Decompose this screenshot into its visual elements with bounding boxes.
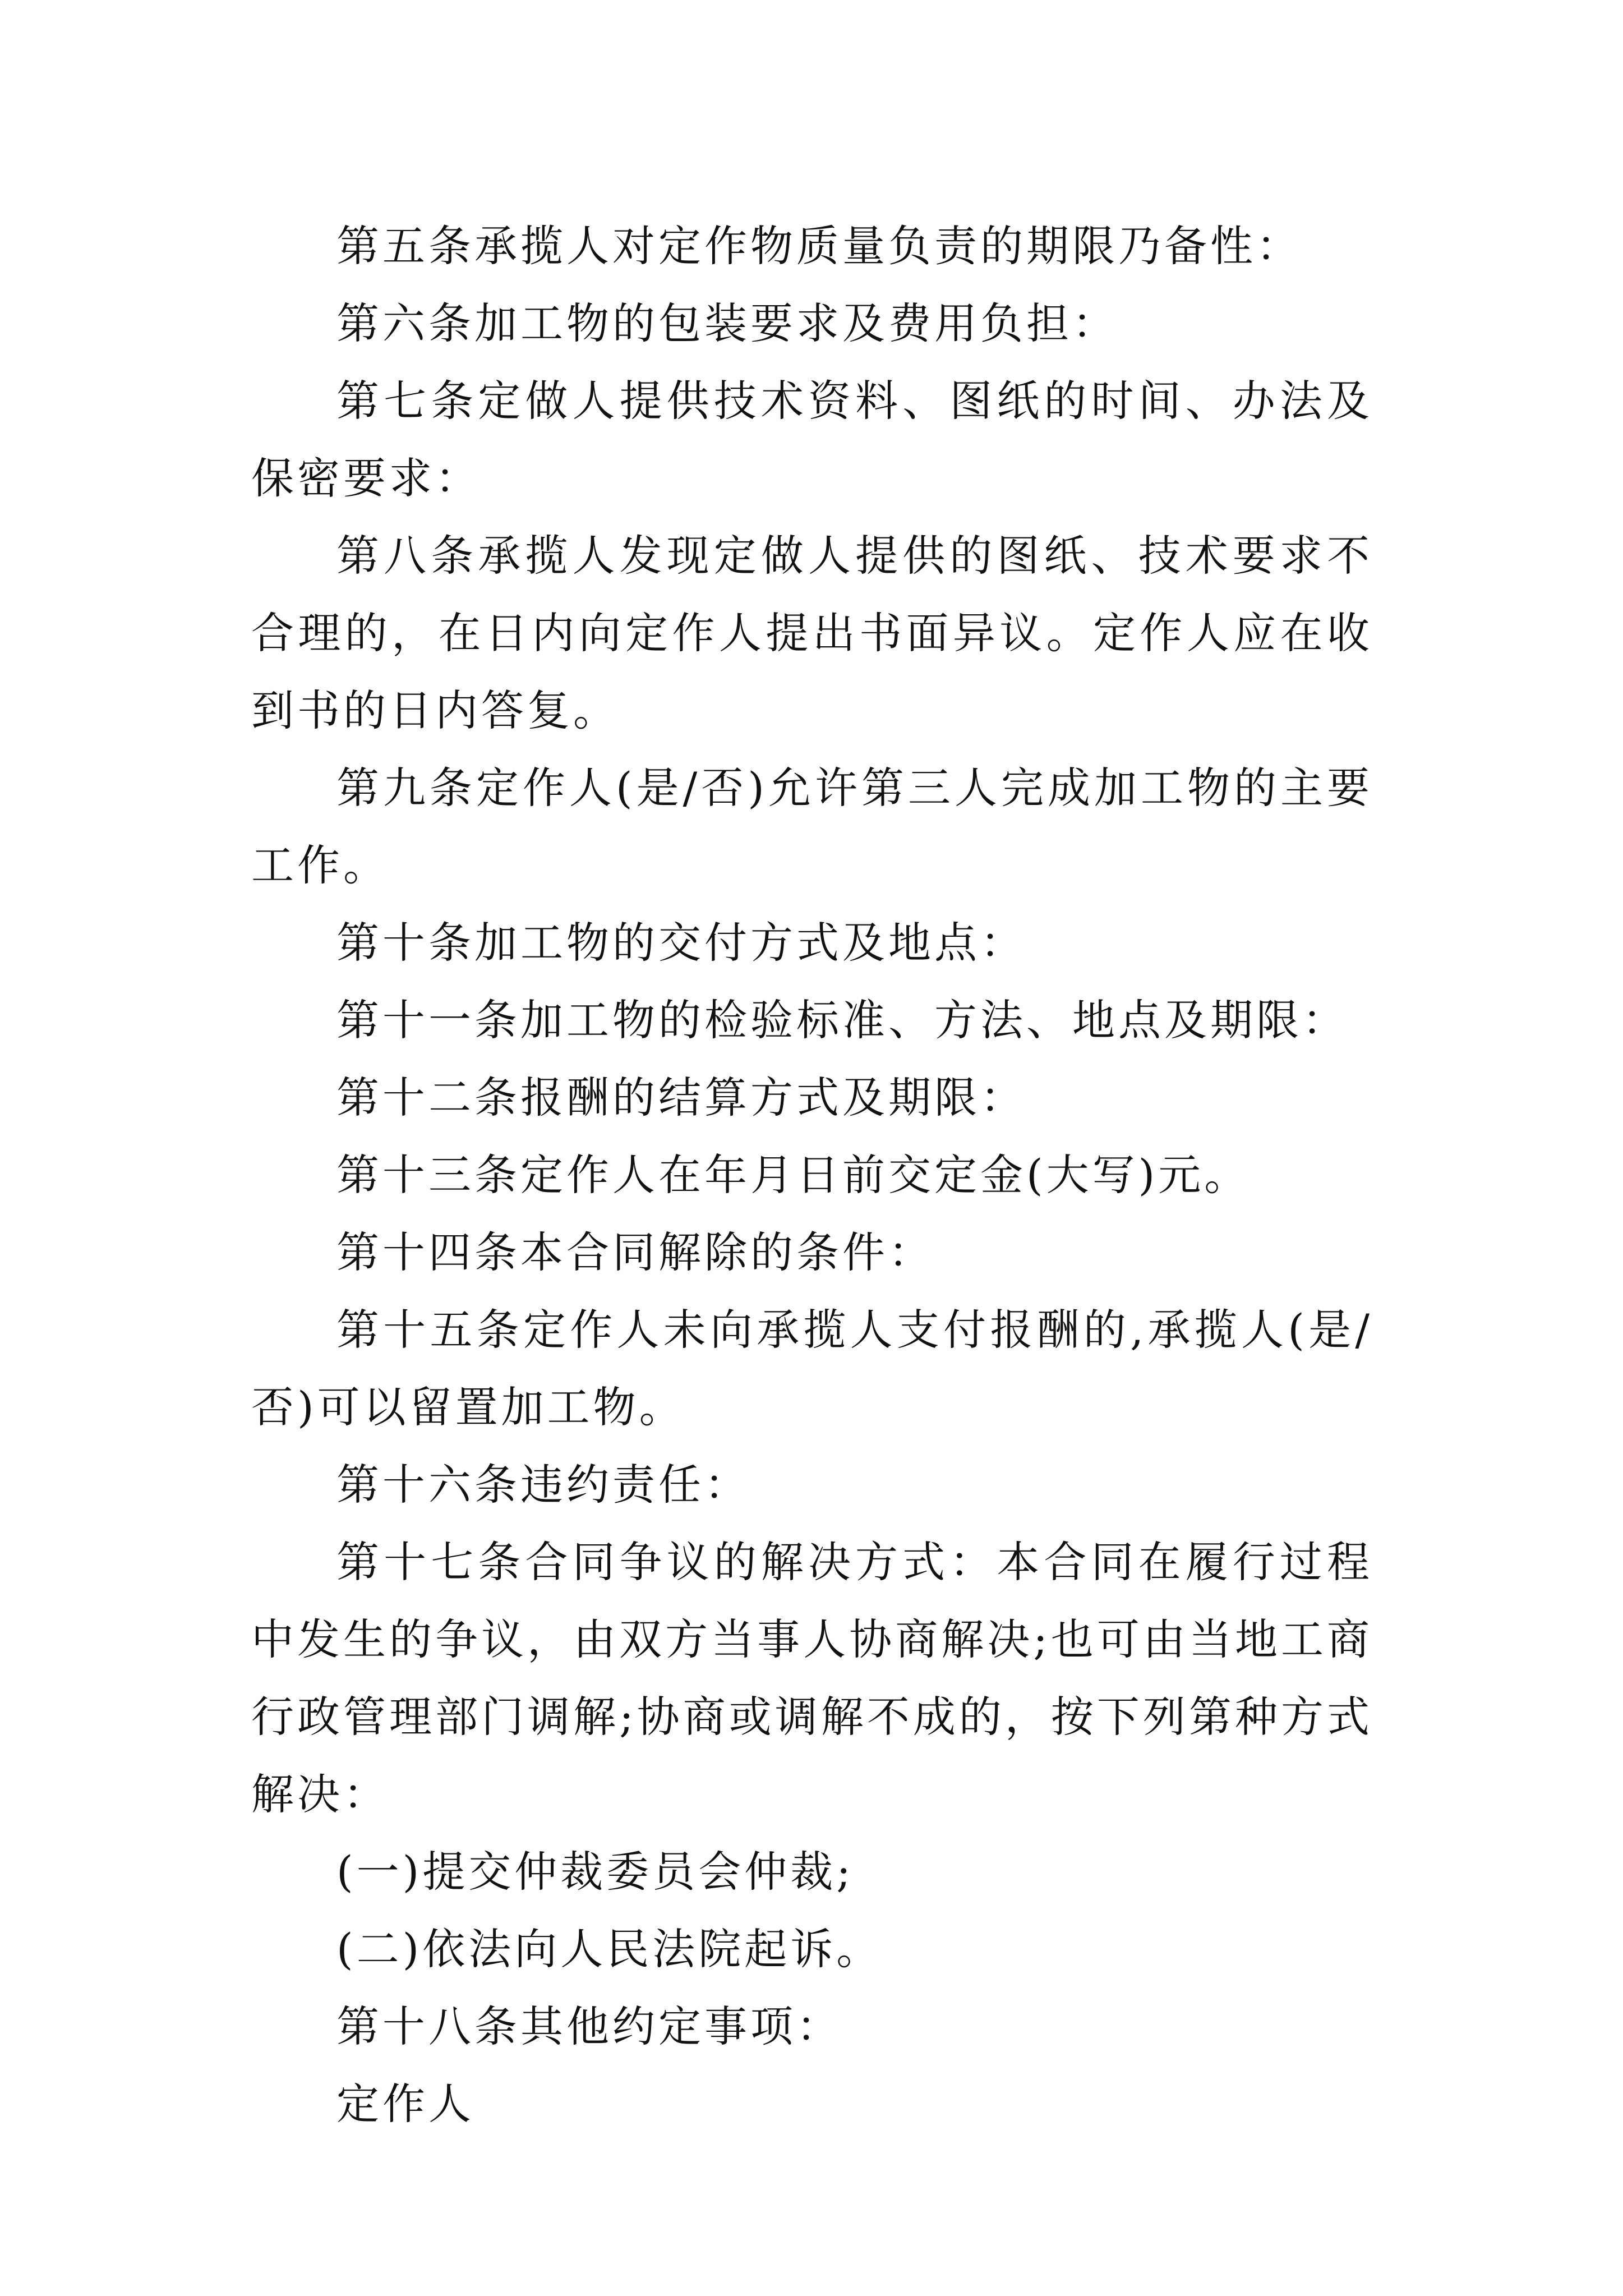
clause-11: 第十一条加工物的检验标准、方法、地点及期限： [336, 995, 1348, 1045]
signature-party-label: 定作人 [336, 2079, 474, 2129]
clause-6: 第六条加工物的包装要求及费用负担： [336, 298, 1118, 348]
clause-15: 第十五条定作人未向承揽人支付报酬的,承揽人(是/否)可以留置加工物。 [251, 1305, 1373, 1432]
document-body [251, 208, 1373, 2143]
clause-14: 第十四条本合同解除的条件： [336, 1227, 934, 1277]
clause-16: 第十六条违约责任： [336, 1460, 750, 1510]
clause-8: 第八条承揽人发现定做人提供的图纸、技术要求不合理的，在日内向定作人提出书面异议。定作人应在收到书的日内答复。 [251, 531, 1373, 735]
clause-5: 第五条承揽人对定作物质量负责的期限乃备性： [336, 221, 1302, 271]
clause-10: 第十条加工物的交付方式及地点： [336, 918, 1026, 968]
clause-13: 第十三条定作人在年月日前交定金(大写)元。 [336, 1150, 1251, 1200]
clause-7: 第七条定做人提供技术资料、图纸的时间、办法及保密要求： [251, 376, 1373, 503]
dispute-option-2: (二)依法向人民法院起诉。 [336, 1924, 883, 1974]
clause-12: 第十二条报酬的结算方式及期限： [336, 1073, 1026, 1122]
clause-18: 第十八条其他约定事项： [336, 2001, 842, 2051]
dispute-option-1: (一)提交仲裁委员会仲裁; [336, 1847, 854, 1897]
clause-9: 第九条定作人(是/否)允许第三人完成加工物的主要工作。 [251, 763, 1373, 890]
clause-17: 第十七条合同争议的解决方式：本合同在履行过程中发生的争议，由双方当事人协商解决;也可由当地工商行政管理部门调解;协商或调解不成的，按下列第种方式解决： [251, 1537, 1373, 1819]
